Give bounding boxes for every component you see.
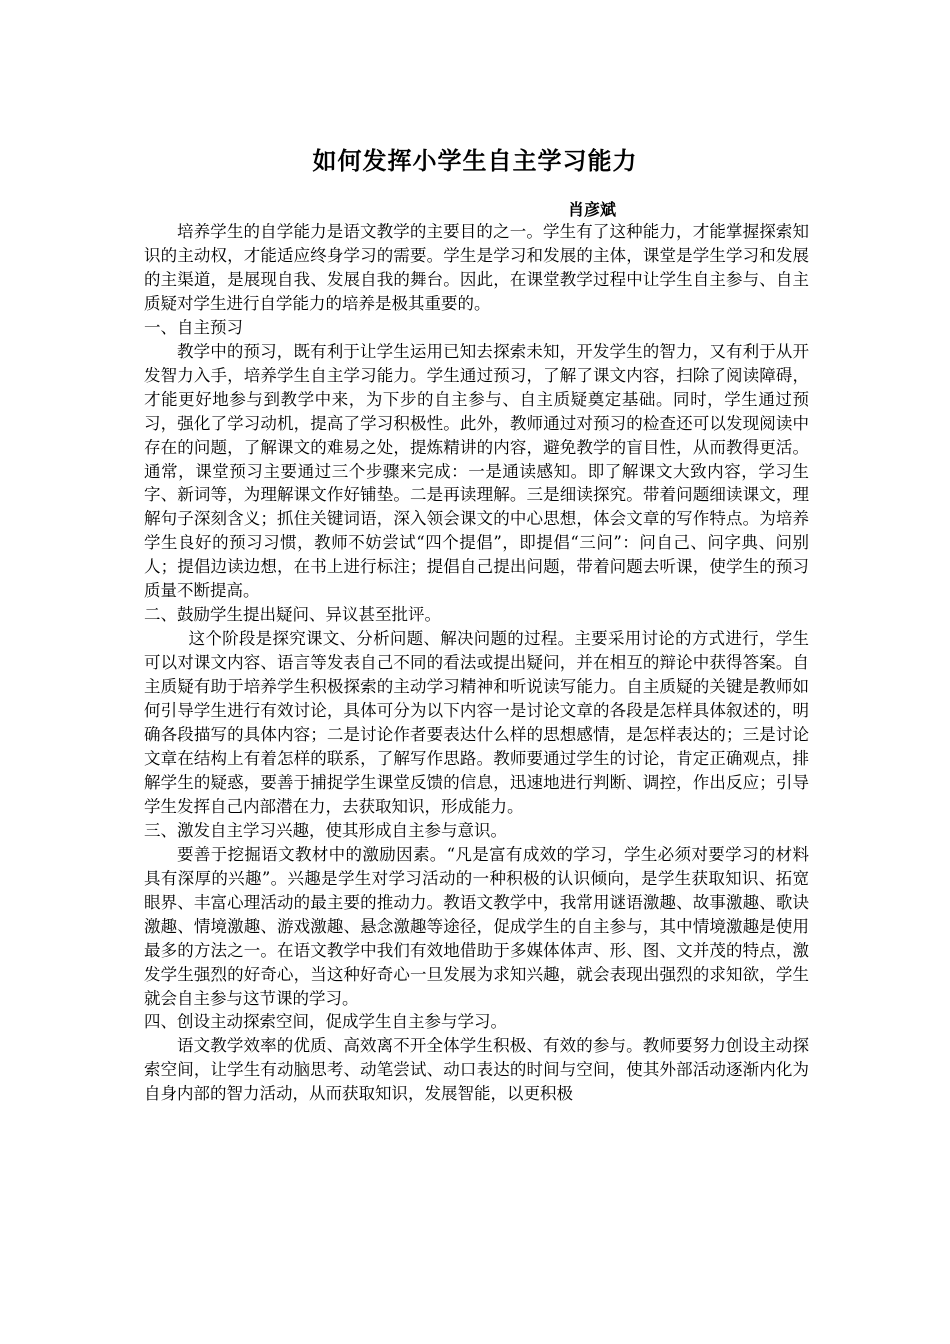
document-title: 如何发挥小学生自主学习能力 [312,147,638,175]
section-body-2: 这个阶段是探究课文、分析问题、解决问题的过程。主要采用讨论的方式进行，学生可以对课文内容、语言等发表自己不同的看法或提出疑问，并在相互的辩论中获得答案。自主质疑有助于培养学生积极探索的主动学习精神和听说读写能力。自主质疑的关键是教师如何引导学生进行有效讨论，具体可分为以下内容一是讨论文章的各段是怎样具体叙述的，明确各段描写的具体内容；二是讨论作者要表达什么样的思想感情，是怎样表达的；三是讨论文章在结构上有着怎样的联系，了解写作思路。教师要通过学生的讨论，肯定正确观点，排解学生的疑惑，要善于捕捉学生课堂反馈的信息，迅速地进行判断、调控，作出反应；引导学生发挥自己内部潜在力，去获取知识，形成能力。 [144,629,809,816]
section-heading-3: 三、激发自主学习兴趣，使其形成自主参与意识。 [144,820,507,840]
section-heading-2: 二、鼓励学生提出疑问、异议甚至批评。 [144,605,441,625]
intro-paragraph: 培养学生的自学能力是语文教学的主要目的之一。学生有了这种能力，才能掌握探索知识的主动权，才能适应终身学习的需要。学生是学习和发展的主体，课堂是学生学习和发展的主渠道，是展现自我、发展自我的舞台。因此，在课堂教学过程中让学生自主参与、自主质疑对学生进行自学能力的培养是极其重要的。 [144,222,809,313]
section-body-3: 要善于挖掘语文教材中的激励因素。“凡是富有成效的学习，学生必须对要学习的材料具有深厚的兴趣”。兴趣是学生对学习活动的一种积极的认识倾向，是学生获取知识、拓宽眼界、丰富心理活动的最主要的推动力。教语文教学中，我常用谜语激趣、故事激趣、歌诀激趣、情境激趣、游戏激趣、悬念激趣等途径，促成学生的自主参与，其中情境激趣是使用最多的方法之一。在语文教学中我们有效地借助于多媒体体声、形、图、文并茂的特点，激发学生强烈的好奇心，当这种好奇心一旦发展为求知兴趣，就会表现出强烈的求知欲，学生就会自主参与这节课的学习。 [144,844,809,1008]
document-body [144,220,809,1106]
section-body-4: 语文教学效率的优质、高效离不开全体学生积极、有效的参与。教师要努力创设主动探索空间，让学生有动脑思考、动笔尝试、动口表达的时间与空间，使其外部活动逐渐内化为自身内部的智力活动，从而获取知识，发展智能，以更积极 [144,1036,809,1104]
document-author: 肖彦斌 [568,200,617,219]
section-body-1: 教学中的预习，既有利于让学生运用已知去探索未知，开发学生的智力，又有利于从开发智力入手，培养学生自主学习能力。学生通过预习，了解了课文内容，扫除了阅读障碍，才能更好地参与到教学中来，为下步的自主参与、自主质疑奠定基础。同时，学生通过预习，强化了学习动机，提高了学习积极性。此外，教师通过对预习的检查还可以发现阅读中存在的问题，了解课文的难易之处，提炼精讲的内容，避免教学的盲目性，从而教得更活。通常，课堂预习主要通过三个步骤来完成：一是通读感知。即了解课文大致内容，学习生字、新词等，为理解课文作好铺垫。二是再读理解。三是细读探究。带着问题细读课文，理解句子深刻含义；抓住关键词语，深入领会课文的中心思想，体会文章的写作特点。为培养学生良好的预习习惯，教师不妨尝试“四个提倡”，即提倡“三问”：问自己、问字典、问别人；提倡边读边想，在书上进行标注；提倡自己提出问题，带着问题去听课，使学生的预习质量不断提高。 [144,341,809,601]
section-heading-1: 一、自主预习 [144,317,243,337]
section-heading-4: 四、创设主动探索空间，促成学生自主参与学习。 [144,1012,507,1032]
